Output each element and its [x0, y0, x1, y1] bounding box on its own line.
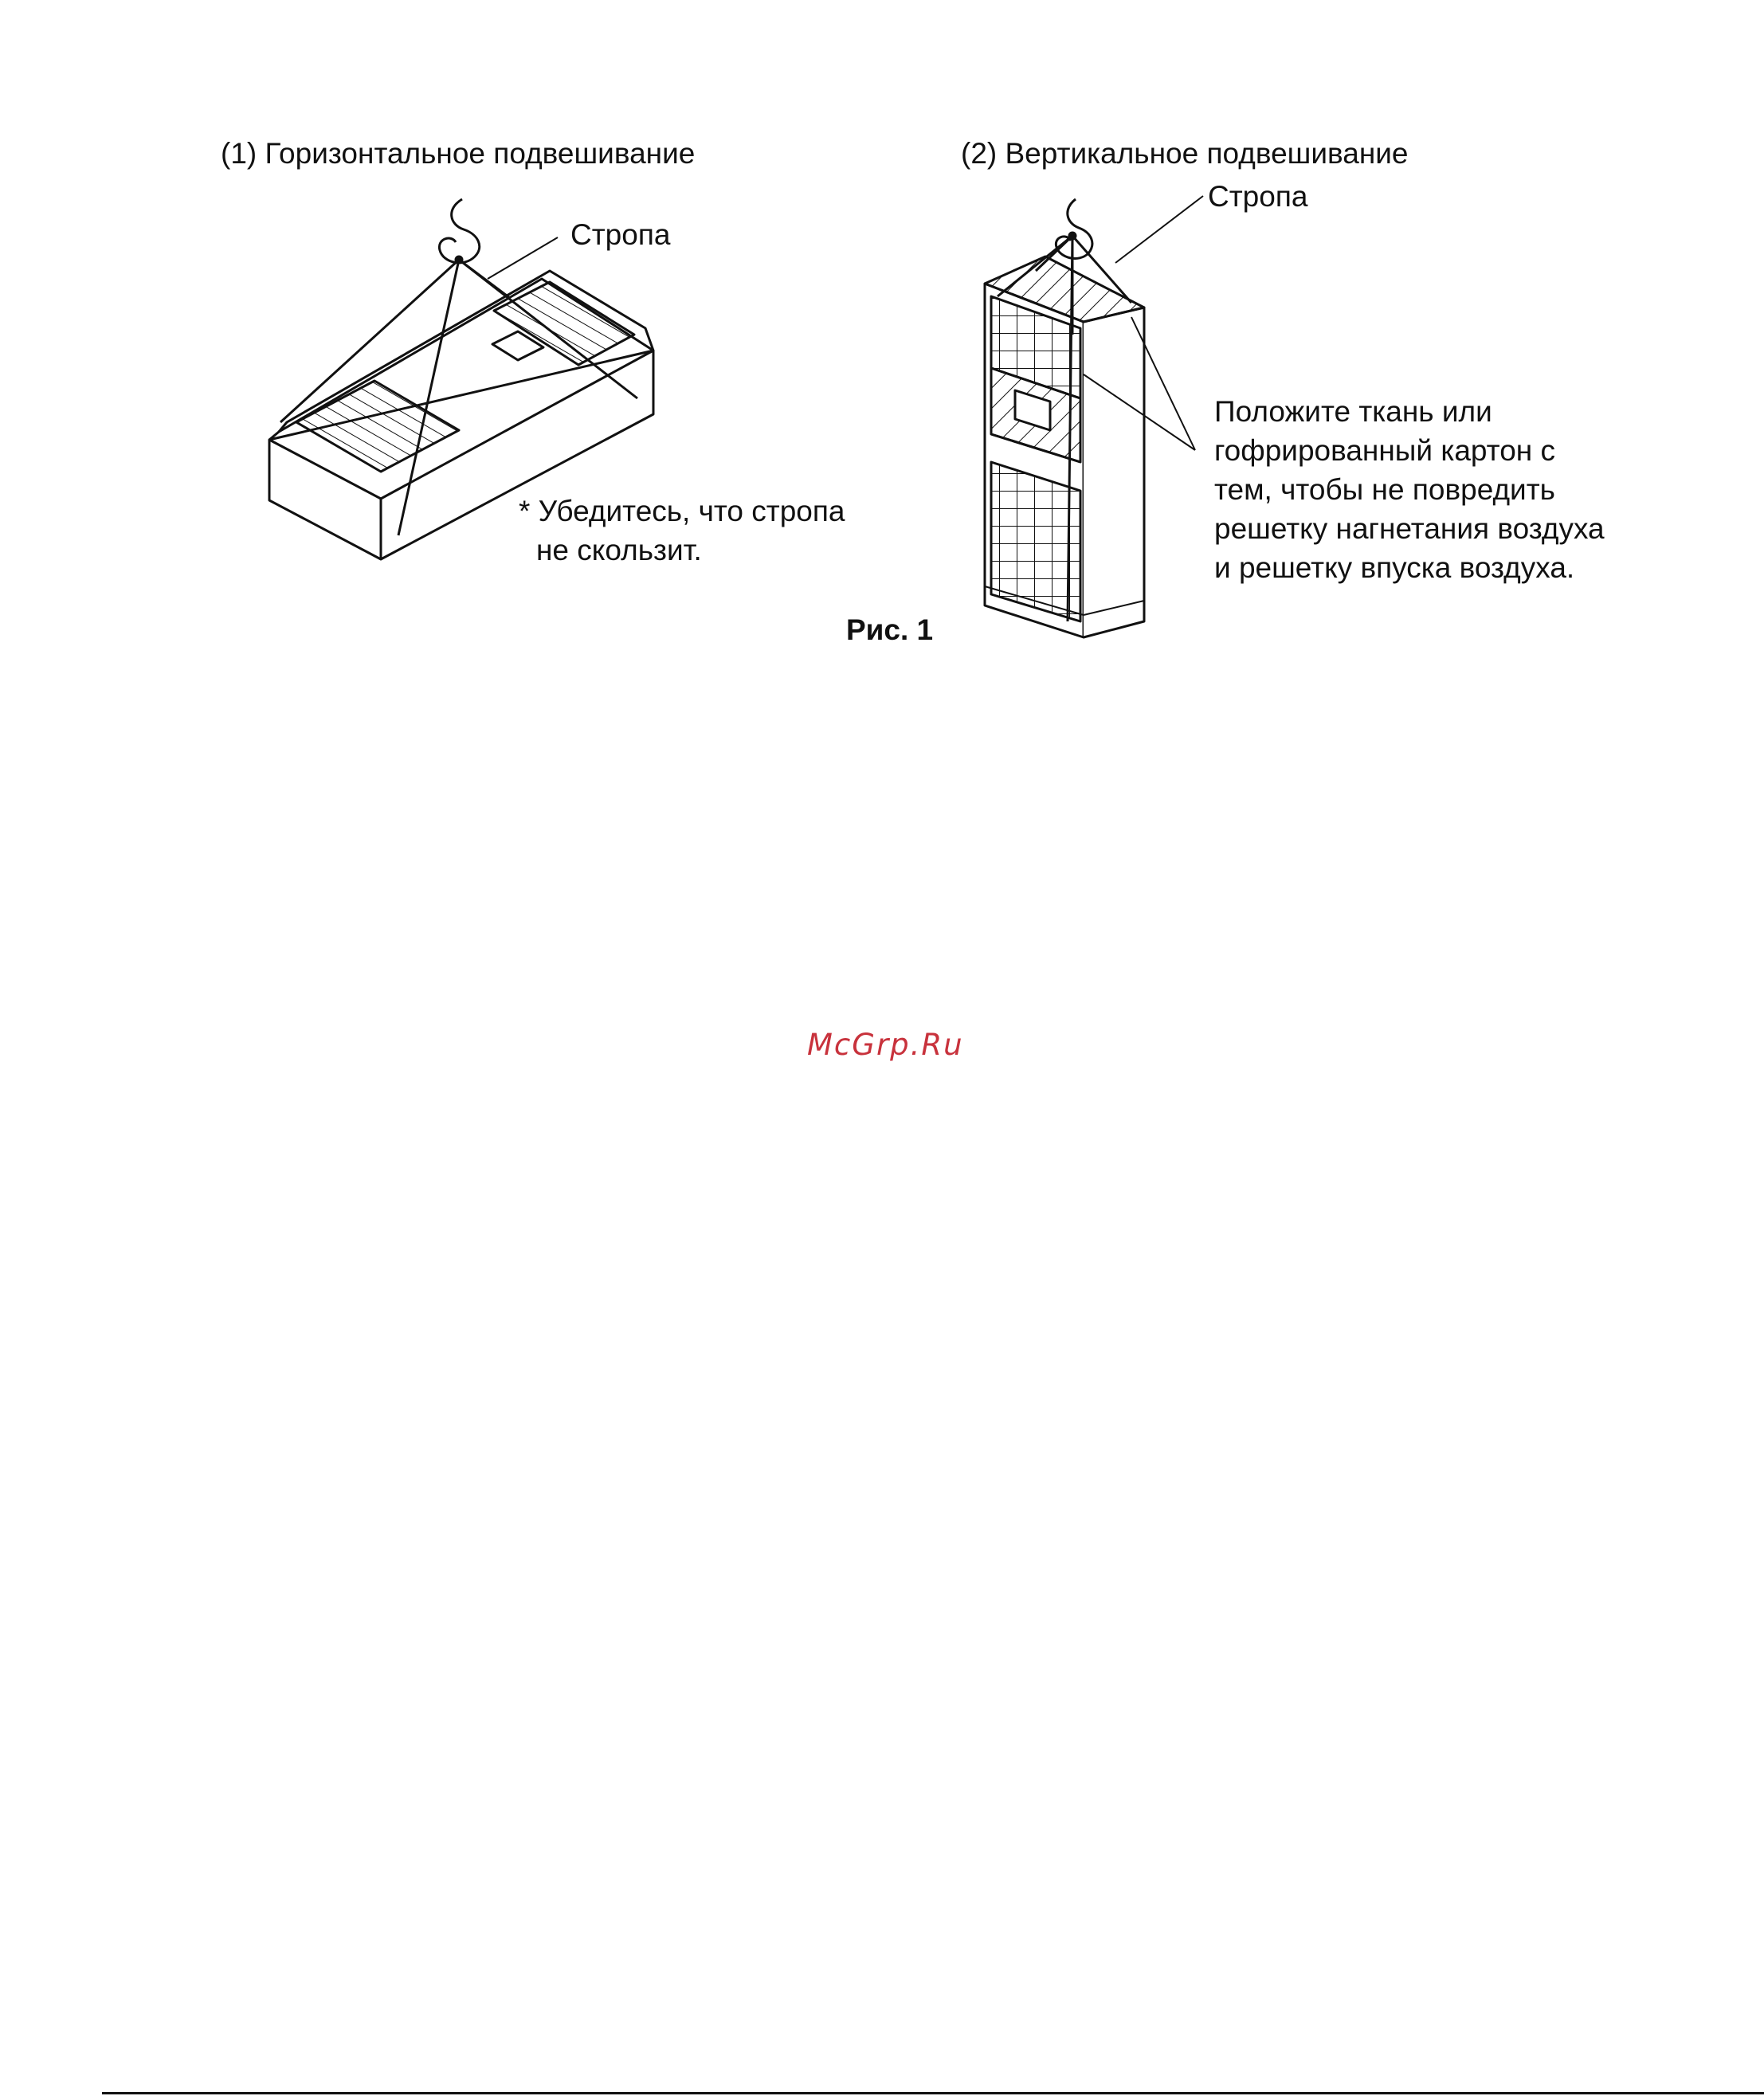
right-caption: (2) Вертикальное подвешивание	[961, 137, 1409, 170]
left-caption: (1) Горизонтальное подвешивание	[221, 137, 696, 170]
right-sling-label: Стропа	[1208, 180, 1308, 213]
instruction-line-3: тем, чтобы не повредить	[1214, 473, 1555, 506]
lifting-illustrations	[0, 0, 1764, 717]
note-line-2: не скользит.	[536, 534, 702, 566]
left-sling-label: Стропа	[570, 218, 671, 251]
instruction-line-2: гофрированный картон с	[1214, 434, 1555, 467]
instruction-line-4: решетку нагнетания воздуха	[1214, 512, 1605, 545]
figure-label: Рис. 1	[846, 613, 934, 646]
instruction-line-1: Положите ткань или	[1214, 395, 1492, 428]
watermark: McGrp.Ru	[807, 1028, 964, 1062]
vertical-unit-drawing	[985, 196, 1203, 637]
hook-icon	[439, 199, 479, 263]
instruction-line-5: и решетку впуска воздуха.	[1214, 551, 1575, 584]
horizontal-unit-drawing	[269, 199, 653, 559]
hook-icon	[1056, 199, 1092, 258]
note-line-1: * Убедитесь, что стропа	[519, 495, 845, 527]
footer-rule	[102, 2092, 1764, 2094]
